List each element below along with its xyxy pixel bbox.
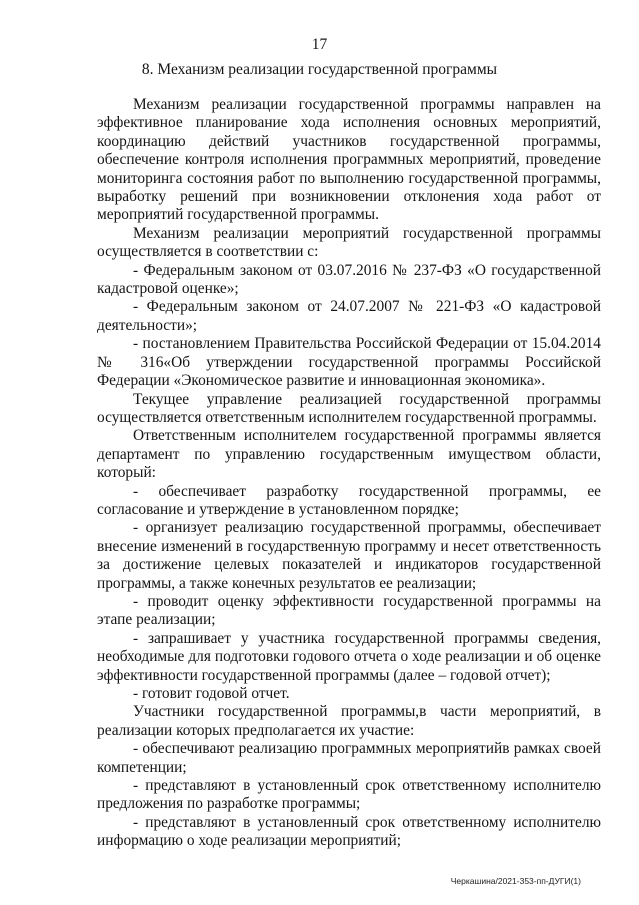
paragraph: Участники государственной программы,в части мероприятий, в реализации которых предполагается их участие: xyxy=(97,703,601,739)
list-item: - представляют в установленный срок ответственному исполнителю информацию о ходе реализации мероприятий; xyxy=(97,813,601,850)
list-item: - запрашивает у участника государственной программы сведения, необходимые для подготовки годового отчета о ходе реализации и об оценке эффективности государственной программы (далее – годовой отчет); xyxy=(97,629,601,684)
paragraph: Механизм реализации государственной программы направлен на эффективное планирование хода исполнения основных мероприятий, координацию действий участников государственной программы, обеспечение контроля исполнения программных мероприятий, проведение мониторинга состояния работ по выполнению государственной программы, выработку решений при возникновении отклонения хода работ от мероприятий государственной программы. xyxy=(97,96,601,224)
page-number: 17 xyxy=(311,36,328,53)
paragraph: Текущее управление реализацией государственной программы осуществляется ответственным исполнителем государственной программы. xyxy=(97,390,601,426)
section-heading: 8. Механизм реализации государственной программы xyxy=(141,61,498,78)
list-item: - готовит годовой отчет. xyxy=(133,685,290,702)
list-item: - проводит оценку эффективности государственной программы на этапе реализации; xyxy=(97,592,601,629)
paragraph: Механизм реализации мероприятий государственной программы осуществляется в соответствии с: xyxy=(97,224,601,261)
body-text xyxy=(97,96,601,851)
list-item: - Федеральным законом от 03.07.2016 № 237-ФЗ «О государственной кадастровой оценке»; xyxy=(97,261,601,298)
list-item: - постановлением Правительства Российской Федерации от 15.04.2014 № 316«Об утверждении государственной программы Российской Федерации «Экономическое развитие и инновационная экономика». xyxy=(97,335,601,390)
list-item: - обеспечивают реализацию программных мероприятийв рамках своей компетенции; xyxy=(97,740,601,776)
list-item: - представляют в установленный срок ответственному исполнителю предложения по разработке программы; xyxy=(97,777,601,813)
list-item: - Федеральным законом от 24.07.2007 № 221-ФЗ «О кадастровой деятельности»; xyxy=(97,298,601,334)
list-item: - организует реализацию государственной программы, обеспечивает внесение изменений в государственную программу и несет ответственность за достижение целевых показателей и индикаторов государственной программы, а также конечных результатов ее реализации; xyxy=(97,519,601,592)
list-item: - обеспечивает разработку государственной программы, ее согласование и утверждение в установленном порядке; xyxy=(97,482,601,518)
footer-reference: Черкашина/2021-353-пп-ДУГИ(1) xyxy=(450,876,581,886)
paragraph: Ответственным исполнителем государственной программы является департамент по управлению государственным имуществом области, который: xyxy=(97,427,601,482)
